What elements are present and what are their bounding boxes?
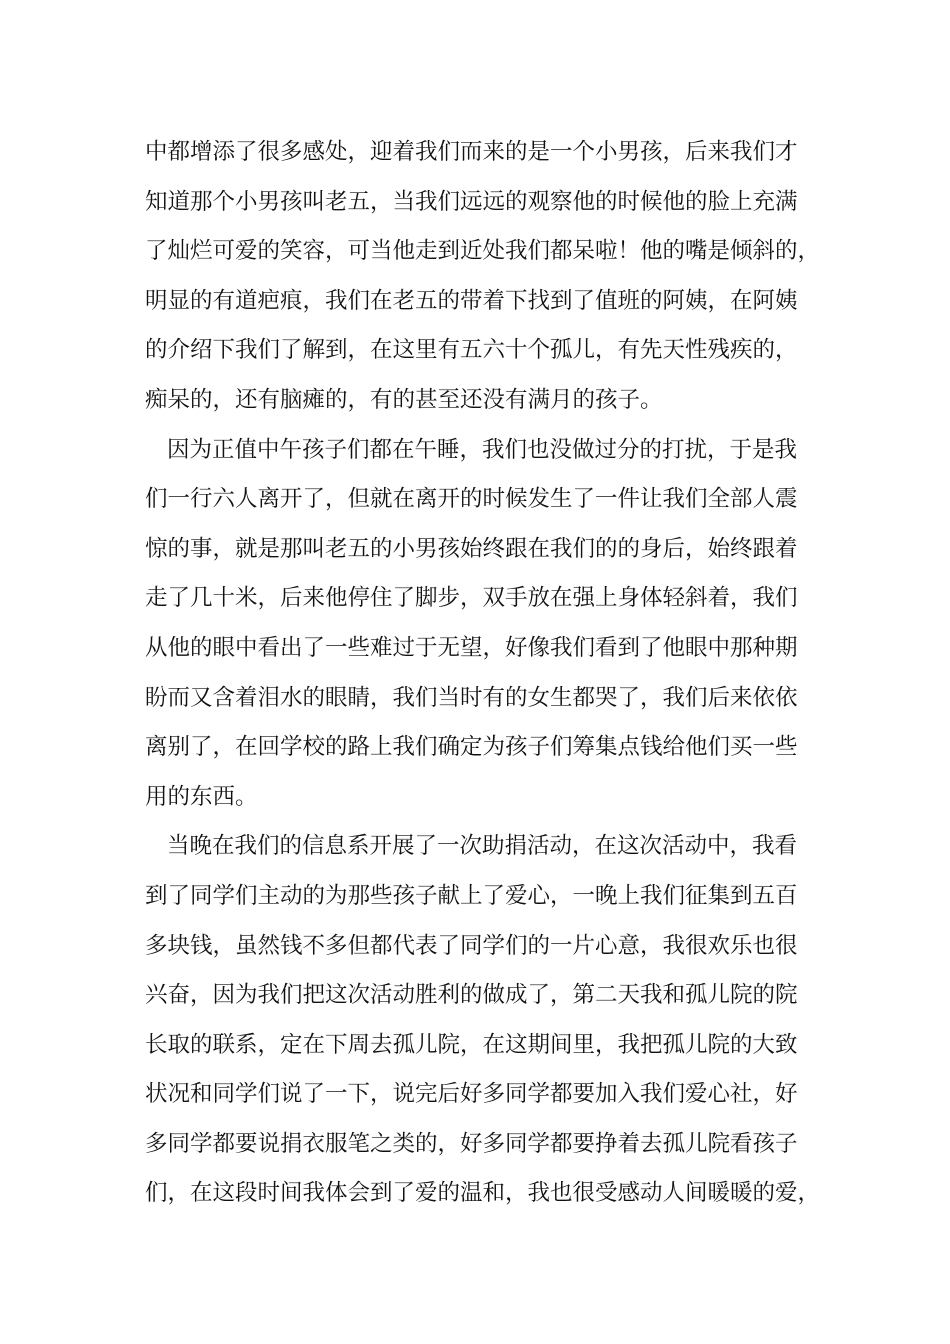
text-line: 惊的事，就是那叫老五的小男孩始终跟在我们的的身后，始终跟着 bbox=[145, 535, 798, 562]
paragraph-start-line: 当晚在我们的信息系开展了一次助捐活动，在这次活动中，我看 bbox=[167, 833, 798, 860]
text-line: 们，在这段时间我体会到了爱的温和，我也很受感动人间暖暖的爱， bbox=[145, 1180, 821, 1207]
text-line: 多同学都要说捐衣服笔之类的，好多同学都要挣着去孤儿院看孩子 bbox=[145, 1130, 798, 1157]
text-line: 兴奋，因为我们把这次活动胜利的做成了，第二天我和孤儿院的院 bbox=[145, 982, 798, 1009]
text-line: 多块钱，虽然钱不多但都代表了同学们的一片心意，我很欢乐也很 bbox=[145, 932, 798, 959]
text-line: 盼而又含着泪水的眼睛，我们当时有的女生都哭了，我们后来依依 bbox=[145, 684, 798, 711]
text-line: 离别了，在回学校的路上我们确定为孩子们筹集点钱给他们买一些 bbox=[145, 734, 798, 761]
text-line: 到了同学们主动的为那些孩子献上了爱心，一晚上我们征集到五百 bbox=[145, 882, 798, 909]
text-line: 痴呆的，还有脑瘫的，有的甚至还没有满月的孩子。 bbox=[145, 386, 663, 413]
paragraph-start-line: 因为正值中午孩子们都在午睡，我们也没做过分的打扰，于是我 bbox=[167, 436, 798, 463]
text-line: 的介绍下我们了解到，在这里有五六十个孤儿，有先天性残疾的， bbox=[145, 337, 798, 364]
text-line: 中都增添了很多感处，迎着我们而来的是一个小男孩，后来我们才 bbox=[145, 139, 798, 165]
text-line: 知道那个小男孩叫老五，当我们远远的观察他的时候他的脸上充满 bbox=[145, 188, 798, 215]
text-line: 用的东西。 bbox=[145, 783, 258, 810]
text-line: 状况和同学们说了一下，说完后好多同学都要加入我们爱心社，好 bbox=[145, 1081, 798, 1108]
text-line: 了灿烂可爱的笑容，可当他走到近处我们都呆啦！他的嘴是倾斜的， bbox=[145, 238, 821, 265]
text-line: 们一行六人离开了，但就在离开的时候发生了一件让我们全部人震 bbox=[145, 486, 798, 513]
text-line: 从他的眼中看出了一些难过于无望，好像我们看到了他眼中那种期 bbox=[145, 634, 798, 661]
text-line: 走了几十米，后来他停住了脚步，双手放在强上身体轻斜着，我们 bbox=[145, 585, 798, 612]
text-line: 明显的有道疤痕，我们在老五的带着下找到了值班的阿姨，在阿姨 bbox=[145, 287, 798, 314]
text-line: 长取的联系，定在下周去孤儿院，在这期间里，我把孤儿院的大致 bbox=[145, 1031, 798, 1058]
document-body bbox=[145, 128, 825, 1219]
